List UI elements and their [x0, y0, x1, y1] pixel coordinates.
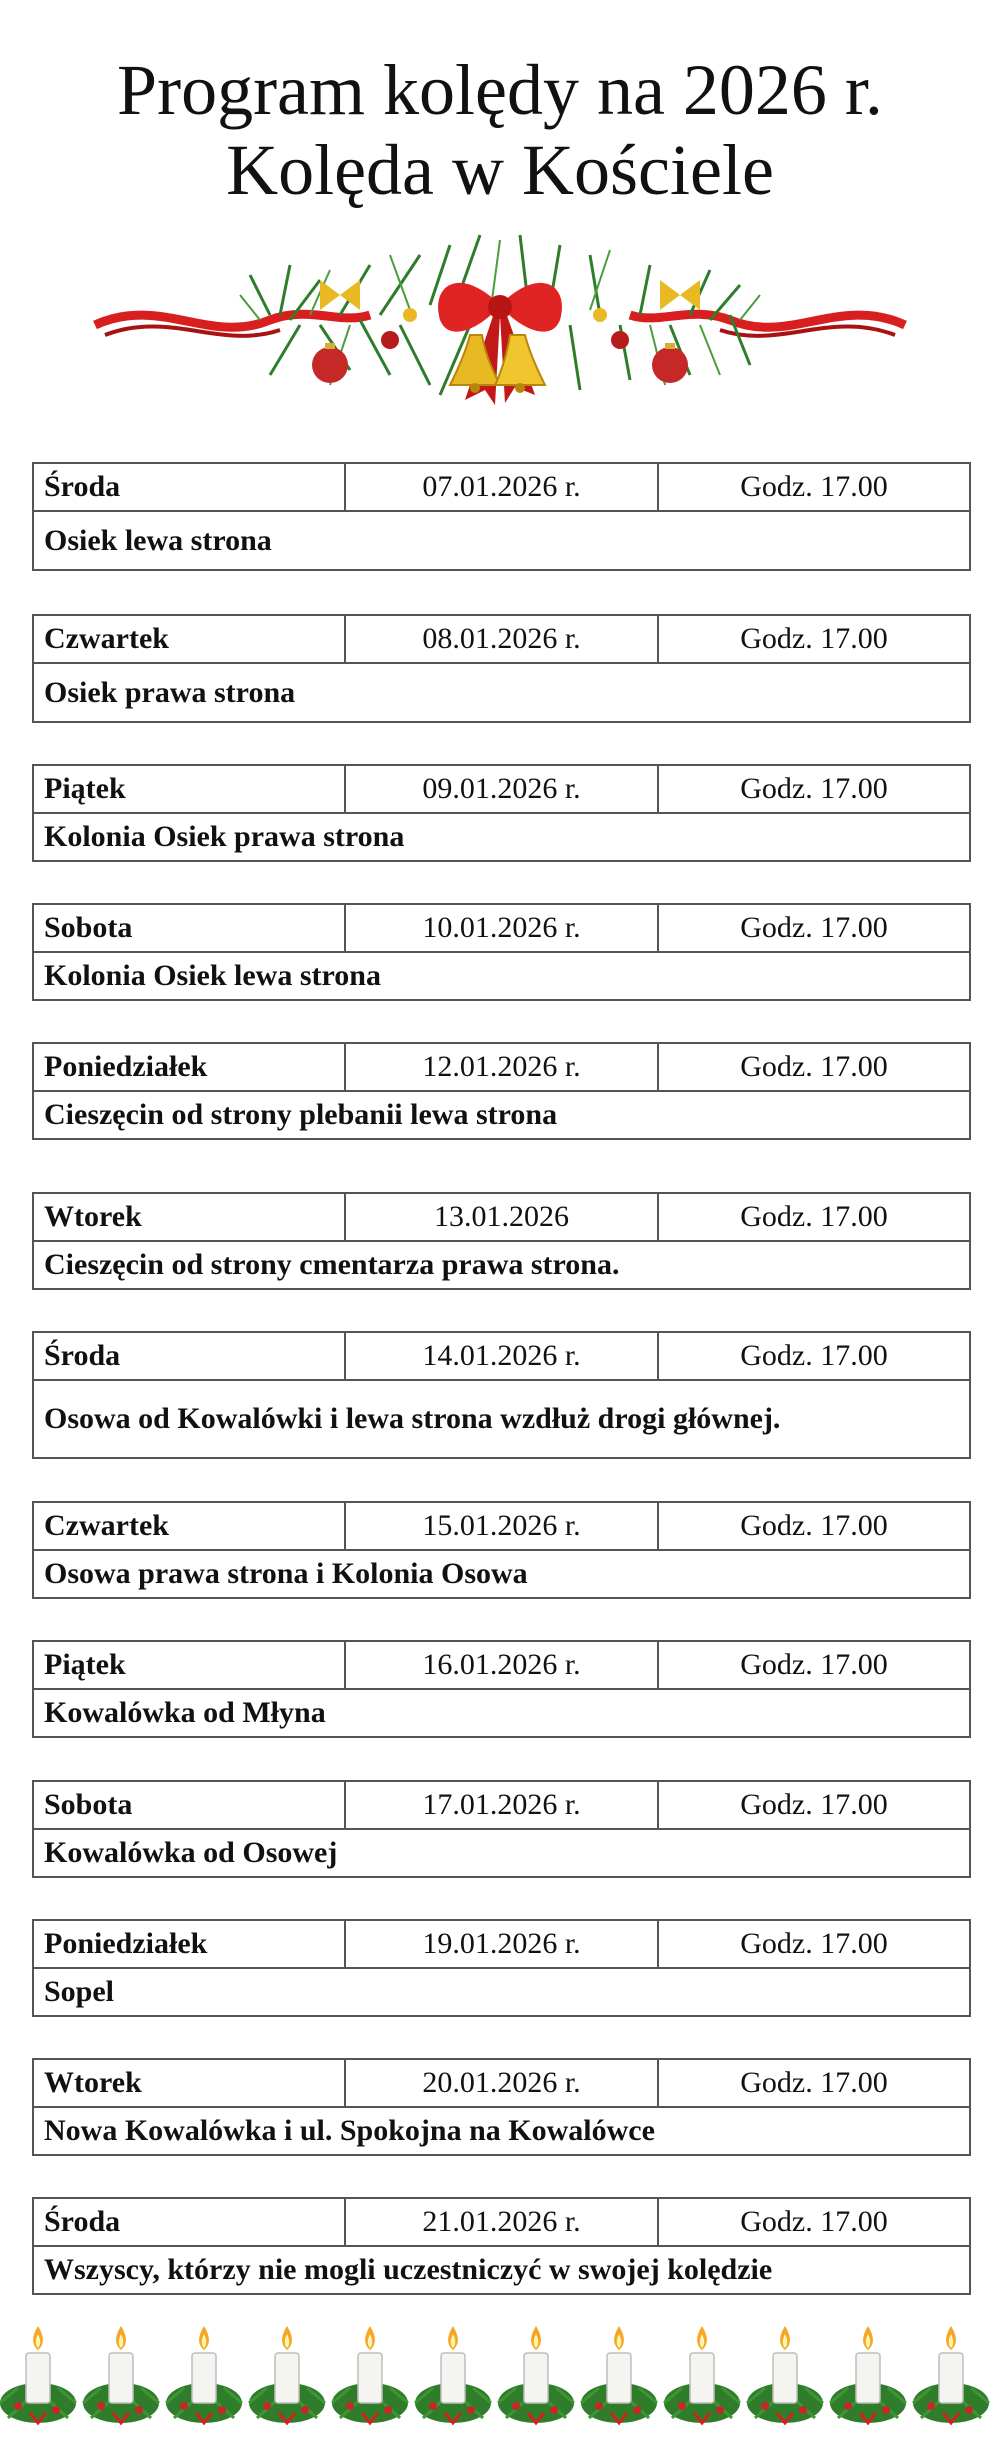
schedule-header-row — [34, 2060, 969, 2108]
schedule-date: 19.01.2026 r. — [346, 1921, 659, 1967]
schedule-entry — [32, 1192, 971, 1290]
schedule-area: Wszyscy, którzy nie mogli uczestniczyć w swojej kolędzie — [44, 2253, 773, 2286]
schedule-entry — [32, 1780, 971, 1878]
schedule-time: Godz. 17.00 — [740, 1927, 888, 1960]
schedule-day: Poniedziałek — [34, 1921, 346, 1967]
schedule-time: Godz. 17.00 — [740, 2205, 888, 2238]
schedule-entry — [32, 1501, 971, 1599]
schedule-day: Piątek — [34, 1642, 346, 1688]
schedule-date: 12.01.2026 r. — [346, 1044, 659, 1090]
schedule-area: Osowa prawa strona i Kolonia Osowa — [44, 1557, 528, 1590]
schedule-date: 09.01.2026 r. — [346, 766, 659, 812]
schedule-day: Środa — [34, 1333, 346, 1379]
schedule-header-row — [34, 1044, 969, 1092]
schedule-entry — [32, 764, 971, 862]
schedule-day: Wtorek — [34, 1194, 346, 1240]
schedule-entry — [32, 1331, 971, 1459]
schedule-time: Godz. 17.00 — [740, 470, 888, 503]
schedule-date: 20.01.2026 r. — [346, 2060, 659, 2106]
schedule-area: Osiek prawa strona — [44, 675, 296, 709]
schedule-area: Kowalówka od Młyna — [44, 1696, 326, 1729]
schedule-entry — [32, 462, 971, 571]
schedule-header-row — [34, 1333, 969, 1381]
schedule-area: Kolonia Osiek lewa strona — [44, 959, 381, 992]
schedule-header-row — [34, 464, 969, 512]
schedule-entry — [32, 1919, 971, 2017]
schedule-date: 17.01.2026 r. — [346, 1782, 659, 1828]
page-subtitle: Kolęda w Kościele — [226, 130, 774, 210]
schedule-time: Godz. 17.00 — [740, 2066, 888, 2099]
schedule-header-row — [34, 1194, 969, 1242]
schedule-area: Cieszęcin od strony plebanii lewa strona — [44, 1098, 558, 1131]
schedule-entry — [32, 2058, 971, 2156]
schedule-time: Godz. 17.00 — [740, 1788, 888, 1821]
schedule-header-row — [34, 1921, 969, 1969]
schedule-header-row — [34, 1503, 969, 1551]
schedule-area: Kowalówka od Osowej — [44, 1836, 338, 1869]
schedule-date: 13.01.2026 — [346, 1194, 659, 1240]
schedule-header-row — [34, 616, 969, 664]
schedule-entry — [32, 614, 971, 723]
schedule-time: Godz. 17.00 — [740, 1509, 888, 1542]
schedule-area: Osiek lewa strona — [44, 523, 272, 557]
schedule-area: Nowa Kowalówka i ul. Spokojna na Kowalówce — [44, 2114, 655, 2147]
schedule-header-row — [34, 905, 969, 953]
schedule-time: Godz. 17.00 — [740, 1050, 888, 1083]
candle-border — [0, 2318, 1000, 2433]
schedule-day: Wtorek — [34, 2060, 346, 2106]
schedule-header-row — [34, 2199, 969, 2247]
schedule-area: Kolonia Osiek prawa strona — [44, 820, 405, 853]
schedule-date: 14.01.2026 r. — [346, 1333, 659, 1379]
schedule-day: Środa — [34, 464, 346, 510]
schedule-date: 08.01.2026 r. — [346, 616, 659, 662]
schedule-header-row — [34, 1782, 969, 1830]
schedule-day: Czwartek — [34, 1503, 346, 1549]
schedule-entry — [32, 2197, 971, 2295]
schedule-day: Środa — [34, 2199, 346, 2245]
schedule-date: 15.01.2026 r. — [346, 1503, 659, 1549]
schedule-entry — [32, 1042, 971, 1140]
schedule-time: Godz. 17.00 — [740, 911, 888, 944]
schedule-header-row — [34, 766, 969, 814]
schedule-day: Czwartek — [34, 616, 346, 662]
schedule-time: Godz. 17.00 — [740, 1648, 888, 1681]
schedule-time: Godz. 17.00 — [740, 1339, 888, 1372]
schedule-area: Cieszęcin od strony cmentarza prawa strona. — [44, 1248, 620, 1281]
schedule-time: Godz. 17.00 — [740, 772, 888, 805]
schedule-area: Osowa od Kowalówki i lewa strona wzdłuż drogi głównej. — [44, 1402, 781, 1435]
schedule-date: 07.01.2026 r. — [346, 464, 659, 510]
schedule-day: Sobota — [34, 905, 346, 951]
schedule-entry — [32, 903, 971, 1001]
schedule-day: Piątek — [34, 766, 346, 812]
schedule-time: Godz. 17.00 — [740, 622, 888, 655]
schedule-date: 16.01.2026 r. — [346, 1642, 659, 1688]
schedule-entry — [32, 1640, 971, 1738]
schedule-area: Sopel — [44, 1975, 115, 2008]
schedule-time: Godz. 17.00 — [740, 1200, 888, 1233]
schedule-date: 21.01.2026 r. — [346, 2199, 659, 2245]
schedule-header-row — [34, 1642, 969, 1690]
schedule-date: 10.01.2026 r. — [346, 905, 659, 951]
christmas-garland-icon — [90, 225, 910, 425]
page-title: Program kolędy na 2026 r. — [117, 50, 883, 130]
schedule-day: Poniedziałek — [34, 1044, 346, 1090]
schedule-day: Sobota — [34, 1782, 346, 1828]
